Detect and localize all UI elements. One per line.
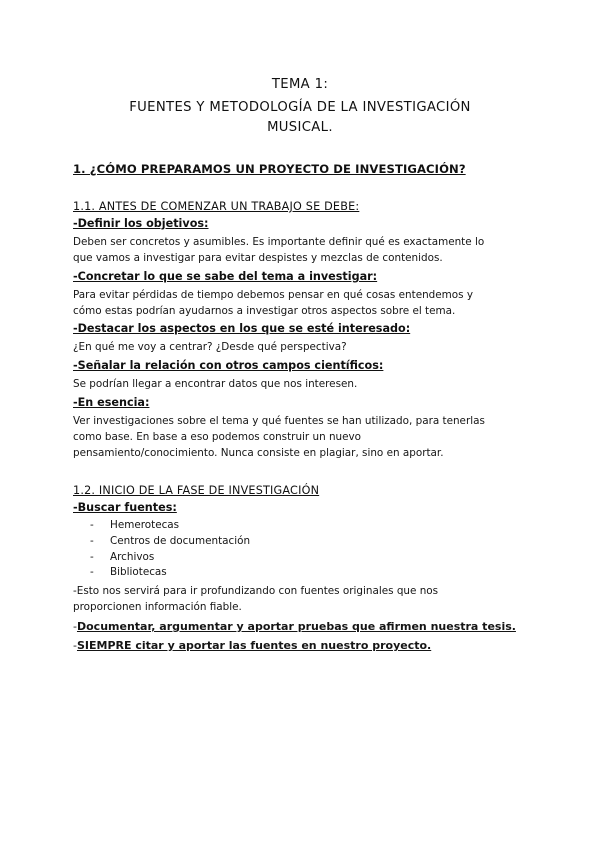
list-item-label: Bibliotecas	[110, 566, 167, 579]
list-item-label: Centros de documentación	[110, 534, 251, 547]
final-statement-1-text: Documentar, argumentar y aportar pruebas que afirmen nuestra tesis.	[76, 620, 516, 633]
sources-list	[90, 518, 250, 581]
paragraph-line: ¿En qué me voy a centrar? ¿Desde qué perspectiva?	[73, 341, 347, 353]
list-item	[90, 550, 250, 566]
list-item-label: Hemerotecas	[110, 519, 180, 531]
paragraph-line: como base. En base a eso podemos construir un nuevo	[73, 431, 362, 443]
paragraph-line: Deben ser concretos y asumibles. Es importante definir qué es exactamente lo	[73, 236, 485, 248]
list-dash: -	[90, 566, 94, 579]
document-title-line-2: FUENTES Y METODOLOGÍA DE LA INVESTIGACIÓN	[129, 100, 471, 115]
item-heading-essence: -En esencia:	[73, 396, 150, 409]
dash-prefix: -	[73, 620, 77, 633]
paragraph-line: cómo estas podrían ayudarnos a investigar otros aspectos sobre el tema.	[73, 305, 456, 317]
dash-prefix: -	[73, 639, 77, 652]
document-title-line-3: MUSICAL.	[267, 120, 333, 135]
item-heading-known-topic: -Concretar lo que se sabe del tema a investigar:	[73, 270, 378, 283]
list-dash: -	[90, 519, 94, 531]
paragraph-line: proporcionen información fiable.	[73, 601, 242, 613]
paragraph-line: pensamiento/conocimiento. Nunca consiste en plagiar, sino en aportar.	[73, 447, 444, 459]
subsection-1-1-heading: 1.1. ANTES DE COMENZAR UN TRABAJO SE DEBE:	[73, 200, 360, 213]
paragraph-line: Ver investigaciones sobre el tema y qué fuentes se han utilizado, para tenerlas	[73, 415, 485, 427]
list-item-label: Archivos	[110, 550, 155, 563]
final-statement-1	[73, 619, 516, 635]
document-title-line-1: TEMA 1:	[271, 77, 329, 92]
paragraph-line: Se podrían llegar a encontrar datos que nos interesen.	[73, 378, 358, 390]
item-heading-interests: -Destacar los aspectos en los que se esté interesado:	[73, 322, 411, 335]
paragraph-line: Para evitar pérdidas de tiempo debemos pensar en qué cosas entendemos y	[73, 289, 474, 301]
list-item	[90, 534, 250, 550]
list-dash: -	[90, 550, 94, 563]
paragraph-line: que vamos a investigar para evitar despistes y mezclas de contenidos.	[73, 252, 443, 264]
final-statement-2	[73, 638, 431, 654]
paragraph-line: -Esto nos servirá para ir profundizando con fuentes originales que nos	[73, 585, 439, 597]
section-1-heading: 1. ¿CÓMO PREPARAMOS UN PROYECTO DE INVESTIGACIÓN?	[73, 162, 466, 176]
item-heading-objectives: -Definir los objetivos:	[73, 217, 209, 230]
item-heading-search-sources: -Buscar fuentes:	[73, 501, 177, 514]
list-item	[90, 518, 250, 534]
item-heading-scientific-fields: -Señalar la relación con otros campos científicos:	[73, 359, 384, 372]
list-dash: -	[90, 534, 94, 547]
list-item	[90, 565, 250, 581]
subsection-1-2-heading: 1.2. INICIO DE LA FASE DE INVESTIGACIÓN	[73, 484, 320, 497]
final-statement-2-text: SIEMPRE citar y aportar las fuentes en nuestro proyecto.	[76, 639, 432, 652]
